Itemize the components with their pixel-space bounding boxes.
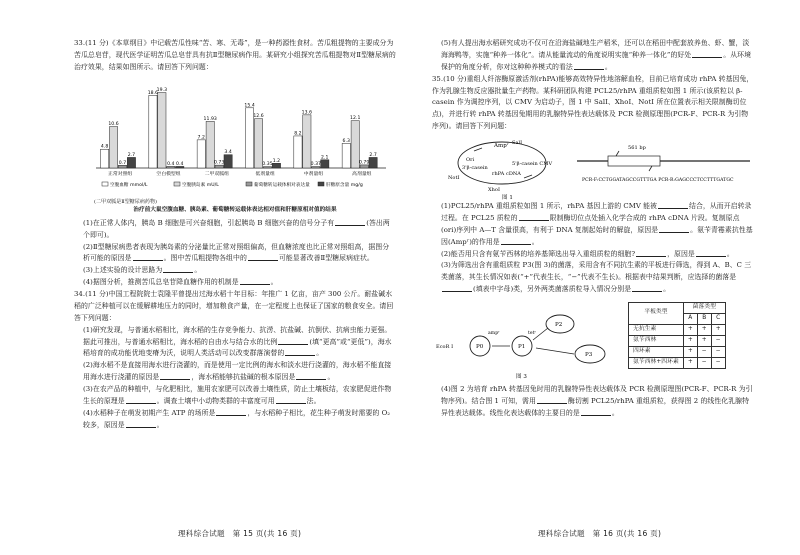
data-label: 3.4 bbox=[224, 149, 232, 155]
bar bbox=[369, 157, 377, 168]
label-p1: P1 bbox=[518, 344, 526, 350]
answer-blank[interactable] bbox=[519, 213, 549, 221]
data-label: 2.1 bbox=[321, 154, 329, 160]
figure-3 bbox=[432, 298, 754, 384]
category-label: 高剂量组 bbox=[352, 171, 372, 177]
table-header-plate: 平板类型 bbox=[629, 303, 684, 325]
legend-swatch bbox=[102, 182, 108, 186]
category-label: 空白模型组 bbox=[156, 171, 181, 177]
figure-1 bbox=[432, 135, 754, 201]
q34-4: (4)水稻种子在萌发初期产生 ATP 的场所是 ，与水稻种子相比，花生种子萌发时需要的 O₂ 较多，原因是 。 bbox=[83, 408, 391, 429]
legend-label: 空腹胰岛素 mU/L bbox=[182, 182, 219, 188]
data-label: 0.79 bbox=[358, 160, 370, 166]
bar bbox=[149, 95, 157, 168]
data-label: 6.3 bbox=[342, 138, 350, 144]
label-tetr: tetʳ bbox=[528, 331, 537, 336]
label-p0: P0 bbox=[476, 344, 484, 350]
table-col: A bbox=[683, 313, 697, 324]
bar bbox=[158, 92, 166, 167]
answer-blank[interactable] bbox=[658, 201, 688, 209]
data-label: 0.37 bbox=[310, 161, 322, 167]
bar bbox=[342, 143, 350, 168]
category-label: 正常对照组 bbox=[108, 171, 133, 177]
bar-chart-svg bbox=[90, 76, 390, 198]
table-row: 氨苄西林 + + − bbox=[629, 335, 726, 346]
q34-5: (5)有人提出海水稻研究成功不仅可在沿海盐碱地生产稻米，还可以在稻田中配套放养鱼、虾、蟹，淡海海鸭等，实施“种养一体化”。请从能量流动的角度说明实施“种养一体化”的好处 。从环境保护的角度分析，你对这种种养模式的看法 。 bbox=[441, 39, 752, 71]
answer-blank[interactable] bbox=[574, 62, 604, 70]
label-sali: SalI bbox=[512, 140, 523, 146]
data-label: 0.4 bbox=[176, 161, 184, 167]
plasmid-map-3 bbox=[432, 298, 622, 384]
table-header-colony: 菌落类型 bbox=[683, 303, 725, 314]
answer-blank[interactable] bbox=[285, 348, 315, 356]
chart-legend-note: (二甲双胍是Ⅱ型糖尿病药物) bbox=[94, 198, 158, 205]
data-label: 2.7 bbox=[127, 152, 136, 158]
data-label: 7.2 bbox=[197, 134, 205, 140]
answer-blank[interactable] bbox=[240, 277, 270, 285]
legend-swatch bbox=[318, 182, 324, 186]
q34-intro: 34.(11 分)中国工程院院士袁隆平曾提出过海水稻十年目标：年推广 1 亿亩，亩产 300 公斤。耐盐碱水稻的广泛种植可以在缓解耕地压力的同时，增加粮食产量，在一定程度上也保证了国家的粮食安全。请回答下列问题： bbox=[74, 290, 394, 322]
plasmid-diagram bbox=[432, 135, 754, 201]
data-label: 18.6 bbox=[147, 90, 159, 96]
data-label: 13.6 bbox=[301, 109, 313, 115]
answer-blank[interactable] bbox=[126, 420, 156, 428]
answer-blank[interactable] bbox=[216, 408, 246, 416]
answer-blank[interactable] bbox=[636, 249, 666, 257]
answer-blank[interactable] bbox=[163, 265, 193, 273]
fig1-caption: 图 1 bbox=[502, 195, 513, 201]
answer-blank[interactable] bbox=[632, 284, 662, 292]
colony-table bbox=[628, 302, 726, 369]
label-xhoi: XhoI bbox=[488, 187, 500, 193]
data-label: 8.2 bbox=[294, 131, 302, 137]
answer-blank[interactable] bbox=[442, 284, 472, 292]
data-label: 4.8 bbox=[100, 144, 109, 150]
category-label: 低剂量组 bbox=[255, 171, 275, 177]
bar bbox=[197, 139, 205, 167]
data-label: 0.35 bbox=[262, 161, 273, 167]
data-label: 12.1 bbox=[349, 115, 361, 121]
data-label: 2.7 bbox=[369, 152, 377, 158]
page-16 bbox=[432, 38, 754, 420]
label-amp: Ampʳ bbox=[494, 143, 509, 149]
page-15 bbox=[74, 38, 396, 432]
answer-blank[interactable] bbox=[335, 218, 365, 226]
label-cmv: 5'β-casein CMV bbox=[512, 161, 553, 167]
label-p2: P2 bbox=[555, 322, 563, 328]
q35-intro: 35.(10 分)重组人纤溶酶原激活剂(rhPA)能够高效特异性地溶解血栓，目前已培育成功 rhPA 转基因兔，作为乳腺生物反应器批量生产药物。某科研团队构建 PCL25/rhPA 重组质粒如图 1 所示(该质粒以 β-casein 作为调控序列，以 CMV 为启动子，图 1 中 SalI、XhoI、NotI 所在位置表示相关限制酶切位点)，并进行转 rhPA 转基因兔期用的乳腺特异性表达载体及 PCR 检测原理图(PCR-F、PCR-R 为引物序列)。请回答下列问题： bbox=[432, 74, 754, 131]
q35-1: (1)PCL25/rhPA 重组质粒如图 1 所示，rhPA 基因上游的 CMV 能被 结合，从而开启转录过程。在 PCL25 质粒的 限制酶切位点处插入化学合成的 rhPA cDNA 片段。复制原点(ori)序列中 A—T 含量很高，有利于 DNA 复制起始时的解旋，原因是 。氨苄青霉素抗性基因(Ampʳ)的作用是 。 bbox=[441, 202, 753, 246]
data-label: 1.2 bbox=[272, 158, 281, 164]
q35-3: (3)为筛选出含有重组质粒 P3(图 3)的菌落，采用含有不同抗生素的平板进行筛选，得到 A、B、C 三类菌落，其生长情况如表(“+”代表生长，“−”代表不生长)。根据表中结果判断，应选择的菌落是(填表中字母)类，另外两类菌落质粒导入情况分别是 。 bbox=[441, 261, 752, 294]
label-beta: 3'β-casein bbox=[462, 165, 488, 171]
data-label: 10.6 bbox=[108, 121, 119, 127]
q33-2: (2)Ⅱ型糖尿病患者表现为胰岛素的分泌量比正常对照组偏高，但血糖浓度也比正常对照组高，据图分析可能的原因是 。图中苦瓜粗提物各组中的 可能显著改善Ⅱ型糖尿病症状。 bbox=[83, 242, 390, 263]
answer-blank[interactable] bbox=[248, 253, 278, 261]
page-16-footer: 理科综合试题 第 16 页(共 16 页) bbox=[538, 529, 662, 538]
legend-label: 葡萄糖转运载体相对表达量 bbox=[254, 182, 310, 188]
page-15-footer: 理科综合试题 第 15 页(共 16 页) bbox=[178, 529, 302, 538]
answer-blank[interactable] bbox=[537, 396, 567, 404]
bar bbox=[294, 136, 302, 168]
data-label: 0.7 bbox=[118, 160, 127, 166]
category-label: 中剂量组 bbox=[303, 171, 324, 177]
table-col: B bbox=[697, 313, 711, 324]
data-label: 19.3 bbox=[156, 87, 168, 93]
data-label: 11.93 bbox=[203, 116, 217, 122]
answer-blank[interactable] bbox=[276, 396, 306, 404]
q33-intro: 33.(11 分)《本草纲目》中记载苦瓜性味“苦、寒、无毒”，是一种药源性食材。苦瓜粗提物的主要成分为苦瓜总皂苷，现代医学证明苦瓜总皂苷具有抗Ⅱ型糖尿病作用。某研究小组探究苦瓜粗提物对Ⅱ型糖尿病的治疗效果，结果如图所示。请回答下列问题： bbox=[74, 39, 396, 71]
q34-2: (2)海水稻不是直接用海水进行浇灌的，而是使用一定比例的海水和淡水进行浇灌的，海水稻不能直接用海水进行浇灌的原因是 ，海水稻能够抗盐碱的根本原因是 。 bbox=[83, 361, 392, 382]
answer-blank[interactable] bbox=[296, 372, 326, 380]
primer-sequence: PCR-F:CCTGGATAGCCGTTTGA PCR-R:GAGCCCTCCTTTGATGC bbox=[582, 178, 734, 183]
label-bp: 561 bp bbox=[628, 145, 646, 151]
q33-3: (3)上述实验的设计思路为 。 bbox=[83, 266, 202, 275]
q34-1: (1)研究发现，与普通水稻相比，海水稻的生存竞争能力、抗涝、抗盐碱、抗倒伏、抗病虫能力更强。据此可推出，与普通水稻相比，海水稻的自由水与结合水的比例 (填“更高”或“更低”)，海水稻培育的成功能优地变瘠为沃，说明人类活动可以改变群落演替的 。 bbox=[83, 325, 392, 358]
bar bbox=[321, 159, 329, 167]
answer-blank[interactable] bbox=[581, 408, 611, 416]
label-p3: P3 bbox=[585, 352, 593, 358]
q35-4: (4)图 2 为培育 rhPA 转基因兔时用的乳腺特异性表达载体及 PCR 检测原理图(PCR-F、PCR-R 为引物序列)。结合图 1 可知，需用 酶切割 PCL25/rhPA 重组质粒，获得图 2 的线性化乳腺特异性表达载体。线性化表达载体的主要目的是 。 bbox=[441, 385, 753, 417]
bar bbox=[109, 126, 117, 167]
fig3-caption: 图 3 bbox=[516, 374, 527, 380]
label-rhpa: rhPA cDNA bbox=[492, 171, 521, 177]
answer-blank[interactable] bbox=[160, 372, 190, 380]
label-ampr: ampʳ bbox=[488, 331, 500, 336]
legend-swatch bbox=[246, 182, 252, 186]
bar-chart bbox=[90, 76, 390, 198]
legend-label: 空腹血糖 mmol/L bbox=[110, 182, 148, 188]
bar bbox=[272, 163, 280, 168]
answer-blank[interactable] bbox=[692, 50, 722, 58]
label-ecori: EcoR I bbox=[436, 344, 454, 350]
answer-blank[interactable] bbox=[696, 249, 726, 257]
insert-box bbox=[608, 156, 660, 166]
data-label: 0.73 bbox=[213, 160, 225, 166]
data-label: 12.6 bbox=[253, 113, 264, 119]
bar bbox=[224, 154, 232, 167]
table-row: 四环素 + − − bbox=[629, 346, 726, 357]
answer-blank[interactable] bbox=[278, 337, 308, 345]
label-noti: NotI bbox=[448, 175, 460, 181]
bar bbox=[303, 114, 311, 167]
q35-2: (2)能否用只含有氨苄西林的培养基筛选出导入重组质粒的细胞? ，原因是 。 bbox=[441, 249, 734, 258]
answer-blank[interactable] bbox=[133, 253, 163, 261]
chart-title: 治疗前大鼠空腹血糖、胰岛素、葡萄糖转运载体表达相对值和肝糖原相对值的结果 bbox=[133, 207, 337, 214]
table-row: 氨苄西林+四环素 + − − bbox=[629, 357, 726, 368]
legend-label: 肝糖原含量 mg/g bbox=[326, 182, 363, 188]
q33-4: (4)据图分析，推测苦瓜总皂苷降血糖作用的机制是 。 bbox=[83, 278, 278, 287]
q33-1: (1)在正常人体内，胰岛 B 细胞是可兴奋细胞，引起胰岛 B 细胞兴奋的信号分子有 (答出两个即可)。 bbox=[83, 218, 390, 239]
answer-blank[interactable] bbox=[126, 396, 156, 404]
category-label: 二甲双胍组 bbox=[204, 171, 229, 177]
table-row: 无抗生素 + + + bbox=[629, 324, 726, 335]
bar bbox=[254, 118, 262, 167]
label-ori: Ori bbox=[466, 157, 475, 163]
data-label: 0.4 bbox=[167, 161, 175, 167]
legend-swatch bbox=[174, 182, 180, 186]
answer-blank[interactable] bbox=[501, 237, 531, 245]
data-label: 15.4 bbox=[244, 102, 255, 108]
answer-blank[interactable] bbox=[659, 225, 689, 233]
bar bbox=[100, 149, 108, 168]
table-col: C bbox=[711, 313, 725, 324]
bar bbox=[127, 157, 135, 168]
q34-3: (3)在农产品的种植中，与化肥相比，施用农家肥可以改善土壤性质，防止土壤板结，农家肥促进作物生长的原理是 。调查土壤中小动物类群的丰富度可用 法。 bbox=[83, 385, 392, 405]
